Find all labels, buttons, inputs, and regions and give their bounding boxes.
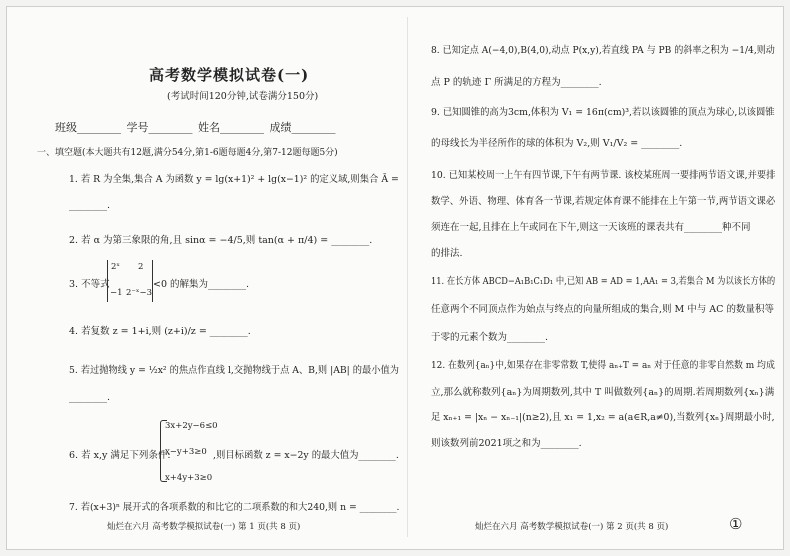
sheet-number-badge: ① bbox=[729, 515, 743, 533]
question-8-line-2: 点 P 的轨迹 Γ 所满足的方程为________. bbox=[431, 77, 602, 88]
question-5-line-2: ________. bbox=[69, 392, 111, 403]
question-12-line-3: 足 xₙ₊₁ = |xₙ − xₙ₋₁|(n≥2),且 x₁ = 1,x₂ = a(a∈R,a≠0),当数列{xₙ}周期最小时, bbox=[431, 412, 775, 423]
question-12-line-2: 立,那么就称数列{aₙ}为周期数列,其中 T 叫做数列{aₙ}的周期.若周期数列{xₙ}满 bbox=[431, 387, 775, 398]
determinant-cell: 2⁻ˣ−3 bbox=[126, 288, 153, 298]
question-6-condition: x−y+3≥0 bbox=[165, 447, 207, 457]
question-6-prefix: 6. 若 x,y 满足下列条件: bbox=[69, 450, 171, 461]
determinant-cell: 2 bbox=[138, 262, 144, 272]
question-7: 7. 若(x+3)ⁿ 展开式的各项系数的和比它的二项系数的和大240,则 n = ________. bbox=[69, 502, 400, 513]
question-10-line-1: 10. 已知某校周一上午有四节课,下午有两节课. 该校某班周一要排两节语文课,并要排 bbox=[431, 170, 776, 181]
determinant-cell: −1 bbox=[110, 288, 123, 298]
question-6-condition: 3x+2y−6≤0 bbox=[165, 421, 218, 431]
page-2-footer: 灿烂在六月 高考数学模拟试卷(一) 第 2 页(共 8 页) bbox=[475, 522, 669, 532]
question-9-line-2: 的母线长为半径所作的球的体积为 V₂,则 V₁/V₂ = ________. bbox=[431, 138, 683, 149]
exam-sheet bbox=[6, 6, 784, 550]
question-11-line-2: 任意两个不同顶点作为始点与终点的向量所组成的集合,则 M 中与 AC 的数量积等 bbox=[431, 304, 774, 315]
question-2: 2. 若 α 为第三象限的角,且 sinα = −4/5,则 tan(α + π/4) = ________. bbox=[69, 235, 373, 246]
question-10-line-3: 须连在一起,且排在上午或同在下午,则这一天该班的课表共有________种不同 bbox=[431, 222, 751, 233]
question-1-line-1: 1. 若 R 为全集,集合 A 为函数 y = lg(x+1)² + lg(x−1)² 的定义域,则集合 Ā = bbox=[69, 174, 399, 185]
question-3-prefix: 3. 不等式 bbox=[69, 279, 110, 290]
page-fold-divider bbox=[407, 17, 408, 537]
section-heading: 一、填空题(本大题共有12题,满分54分,第1-6题每题4分,第7-12题每题5分) bbox=[37, 148, 338, 158]
question-6-suffix: ,则目标函数 z = x−2y 的最大值为________. bbox=[213, 450, 399, 461]
question-11-line-1: 11. 在长方体 ABCD−A₁B₁C₁D₁ 中,已知 AB = AD = 1,AA₁ = 3,若集合 M 为以该长方体的 bbox=[431, 276, 776, 287]
question-9-line-1: 9. 已知圆锥的高为3cm,体积为 V₁ = 16π(cm)³,若以该圆锥的顶点为球心,以该圆锥 bbox=[431, 107, 775, 118]
question-10-line-4: 的排法. bbox=[431, 248, 463, 259]
determinant-cell: 2ˣ bbox=[111, 262, 121, 272]
question-12-line-1: 12. 在数列{aₙ}中,如果存在非零常数 T,使得 aₙ₊T = aₙ 对于任意的非零自然数 m 均成 bbox=[431, 360, 775, 371]
question-5-line-1: 5. 若过抛物线 y = ½x² 的焦点作直线 l,交抛物线于点 A、B,则 |AB| 的最小值为 bbox=[69, 365, 399, 376]
page-1-footer: 灿烂在六月 高考数学模拟试卷(一) 第 1 页(共 8 页) bbox=[107, 522, 301, 532]
question-6-condition: x+4y+3≥0 bbox=[165, 473, 213, 483]
question-4: 4. 若复数 z = 1+i,则 (z+i)/z = ________. bbox=[69, 326, 251, 337]
question-11-line-3: 于零的元素个数为________. bbox=[431, 332, 549, 343]
exam-subtitle: (考试时间120分钟,试卷满分150分) bbox=[167, 91, 319, 102]
question-3-determinant bbox=[107, 260, 153, 302]
question-1-line-2: ________. bbox=[69, 200, 111, 211]
question-3-suffix: <0 的解集为________. bbox=[153, 279, 250, 290]
exam-title: 高考数学模拟试卷(一) bbox=[149, 66, 310, 84]
question-12-line-4: 则该数列前2021项之和为________. bbox=[431, 438, 582, 449]
student-info-fields: 班级________ 学号________ 姓名________ 成绩________ bbox=[55, 121, 336, 134]
question-10-line-2: 数学、外语、物理、体育各一节课,若规定体育课不能排在上午第一节,两节语文课必 bbox=[431, 196, 776, 207]
question-8-line-1: 8. 已知定点 A(−4,0),B(4,0),动点 P(x,y),若直线 PA 与 PB 的斜率之积为 −1/4,则动 bbox=[431, 45, 775, 56]
